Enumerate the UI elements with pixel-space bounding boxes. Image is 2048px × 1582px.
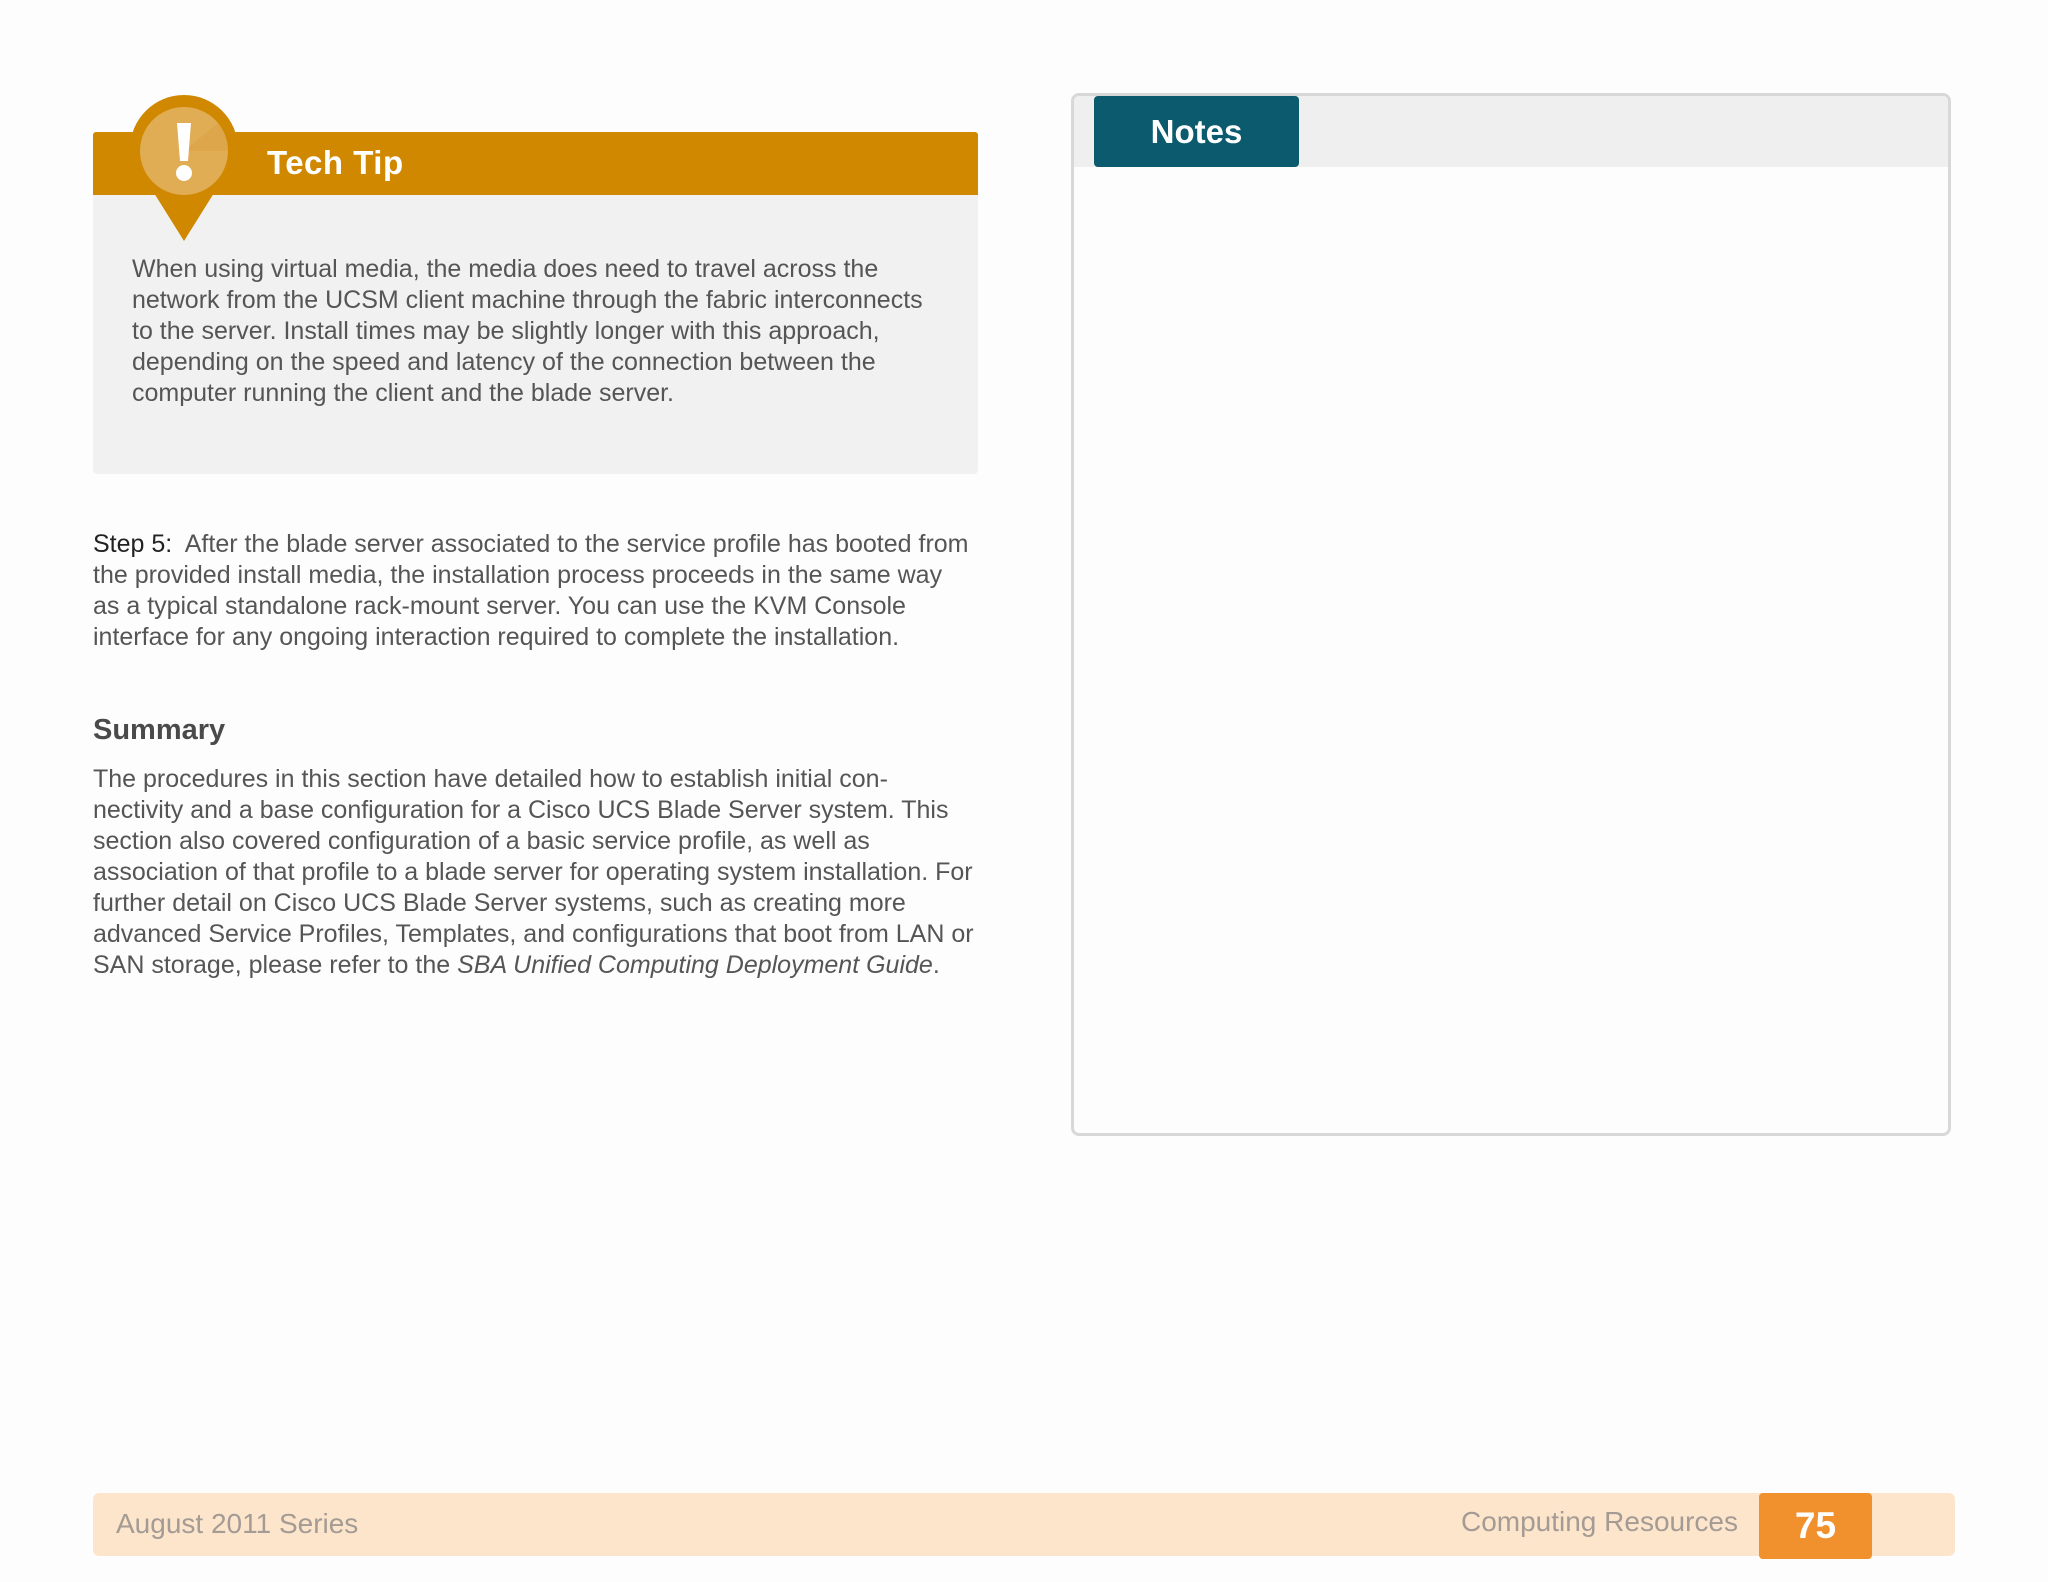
- summary-end: .: [932, 951, 940, 979]
- summary-heading: Summary: [93, 714, 226, 746]
- notes-panel: [1071, 93, 1951, 1136]
- summary-text: The procedures in this section have detailed how to establish initial con-nectivity and a base configuration for a Cisco UCS Blade Server system. This section also covered configuration of a basic service profile, as well as association of that profile to a blade server for operating system installation. For further detail on Cisco UCS Blade Server systems, such as creating more advanced Service Profiles, Templates, and configurations that boot from LAN or SAN storage, please refer to the: [93, 765, 974, 979]
- exclamation-icon: [128, 93, 240, 243]
- step-label: Step 5:: [93, 530, 173, 558]
- tech-tip-text: When using virtual media, the media does need to travel across the network from the UCSM client machine through the fabric interconnects to the server. Install times may be slightly longer with this approach, depending on the speed and latency of the connection between the computer running the client and the blade server.: [132, 255, 923, 407]
- step-text: After the blade server associated to the service profile has booted from the provided install media, the installation process proceeds in the same way as a typical standalone rack-mount server. You can use the KVM Console interface for any ongoing interaction required to complete the installation.: [93, 530, 969, 651]
- summary-paragraph: [93, 764, 978, 981]
- summary-reference: SBA Unified Computing Deployment Guide: [457, 951, 933, 979]
- step-paragraph: [93, 529, 973, 653]
- notes-tab: Notes: [1094, 96, 1299, 167]
- footer-series: August 2011 Series: [116, 1508, 359, 1539]
- footer-section: Computing Resources: [1460, 1506, 1738, 1537]
- tech-tip-title: Tech Tip: [267, 144, 404, 181]
- page-number: 75: [1759, 1493, 1872, 1559]
